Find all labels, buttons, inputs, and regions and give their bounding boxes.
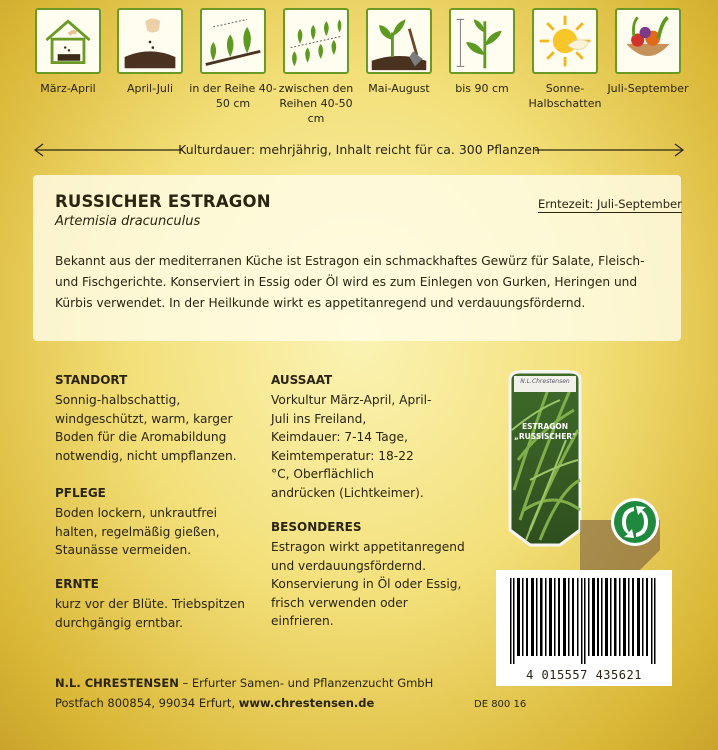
besonderes-heading: BESONDERES <box>271 520 362 534</box>
footer-company <box>55 676 433 690</box>
icon-label: Mai-August <box>368 82 430 95</box>
icon-card-height <box>447 8 517 96</box>
between-rows-icon <box>285 10 347 72</box>
icon-card-between-rows <box>278 8 354 126</box>
pflege-text: Boden lockern, unkrautfrei halten, regelmäßig gießen, Staunässe vermeiden. <box>55 506 220 557</box>
standort-heading: STANDORT <box>55 373 128 387</box>
plant-tag-brand: N.L.Chrestensen <box>520 378 570 385</box>
icon-card-sowing-indoors <box>33 8 103 96</box>
aussaat-heading: AUSSAAT <box>271 373 333 387</box>
sun-icon <box>534 10 596 72</box>
company-name: N.L. CHRESTENSEN <box>55 676 179 690</box>
besonderes-text: Estragon wirkt appetitanregend und verdauungsfördernd. Konservierung in Öl oder Essig, frisch verwenden oder einfrieren. <box>271 540 465 628</box>
icon-label: März-April <box>40 82 96 95</box>
aussaat-text: Vorkultur März-April, April-Juli ins Freiland, Keimdauer: 7-14 Tage, Keimtemperatur: 18-22 °C, Oberflächlich andrücken (Lichtkeimer). <box>271 393 432 500</box>
barcode-number: 4 015557 435621 <box>526 668 642 682</box>
sowing-indoors-icon <box>37 10 99 72</box>
harvest-time: Erntezeit: Juli-September <box>538 197 682 211</box>
culture-duration-text: Kulturdauer: mehrjährig, Inhalt reicht für ca. 300 Pflanzen <box>178 142 540 157</box>
planting-icon <box>368 10 430 72</box>
culture-duration-line <box>33 140 685 160</box>
footer-address <box>55 696 374 710</box>
product-description: Bekannt aus der mediterranen Küche ist Estragon ein schmackhaftes Gewürz für Salate, Fleisch- und Fischgerichte. Konserviert in Essig oder Öl wird es zum Einlegen von Gurken, Heringen und Kürbis verwendet. In der Heilkunde wirkt es appetitanregend und verdauungsfördernd. <box>55 254 645 310</box>
ernte-text: kurz vor der Blüte. Triebspitzen durchgängig erntbar. <box>55 597 246 630</box>
pflege-heading: PFLEGE <box>55 486 106 500</box>
website-link[interactable]: www.chrestensen.de <box>238 696 375 710</box>
icon-card-row-spacing <box>189 8 277 111</box>
icon-card-sun <box>530 8 600 111</box>
product-code: DE 800 16 <box>474 699 527 710</box>
cultivation-icons-row <box>33 8 688 133</box>
icon-card-planting <box>364 8 434 96</box>
row-spacing-icon <box>202 10 264 72</box>
icon-label: Sonne-Halbschatten <box>528 82 602 110</box>
icon-label: April-Juli <box>126 82 174 95</box>
barcode-bars <box>508 578 660 664</box>
barcode <box>496 570 672 686</box>
icon-card-sowing-outdoors <box>115 8 185 96</box>
latin-name: Artemisia dracunculus <box>55 214 201 229</box>
icon-card-harvest <box>607 8 689 96</box>
icon-label: zwischen den Reihen 40-50 cm <box>278 82 354 125</box>
plant-tag-line1: ESTRAGON <box>521 422 569 431</box>
company-description: – Erfurter Samen- und Pflanzenzucht GmbH <box>178 676 434 690</box>
icon-label: Juli-September <box>607 82 689 95</box>
sowing-outdoors-icon <box>119 10 181 72</box>
icon-label: bis 90 cm <box>455 82 509 95</box>
icon-label: in der Reihe 40-50 cm <box>189 82 277 110</box>
harvest-basket-icon <box>617 10 679 72</box>
postal-address: Postfach 800854, 99034 Erfurt, <box>55 696 239 710</box>
standort-text: Sonnig-halbschattig, windgeschützt, warm, karger Boden für die Aromabildung notwendig, nicht umpflanzen. <box>55 393 237 463</box>
recycle-icon <box>610 497 660 547</box>
ernte-heading: ERNTE <box>55 577 99 591</box>
height-icon <box>451 10 513 72</box>
plant-tag-line2: „RUSSISCHER" <box>513 432 577 441</box>
product-title: RUSSICHER ESTRAGON <box>55 192 271 211</box>
